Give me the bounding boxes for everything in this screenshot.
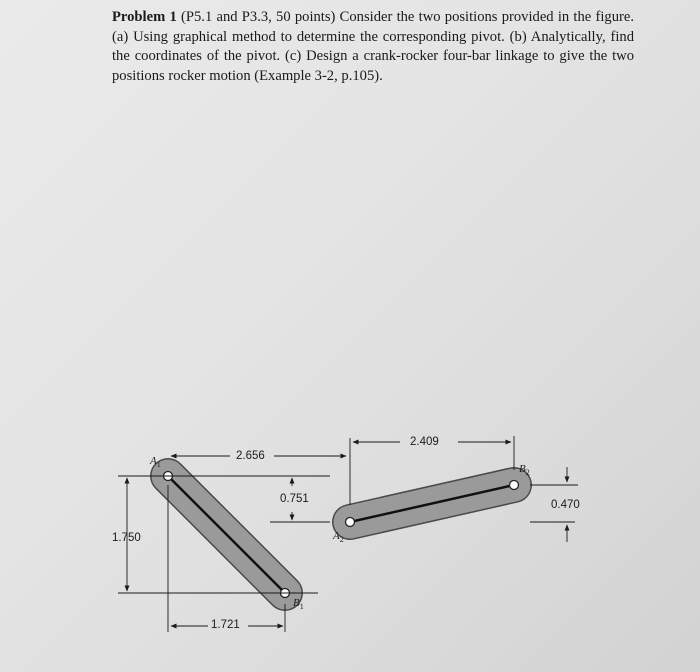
label-a2: $A_2$ [333, 530, 344, 545]
label-b2: $B_2$ [519, 463, 530, 478]
dimension-2656: 2.656 [236, 450, 265, 462]
dimension-2409: 2.409 [410, 436, 439, 448]
label-b1: $B_1$ [293, 597, 304, 612]
link-position-1 [164, 472, 290, 598]
label-a1: $A_1$ [150, 455, 161, 470]
problem-text: (P5.1 and P3.3, 50 points) Consider the two positions provided in the figure. (a) Using graphical method to determine the corresponding pivot. (b) Analytically, find the coordinates of the pivot. (c) Design a crank-rocker four-bar linkage to give the two positions rocker motion (Example 3-2, p.105). [112, 9, 634, 84]
pivot-b2-circle [510, 481, 519, 490]
dimension-1750: 1.750 [112, 532, 141, 544]
dimension-1721: 1.721 [211, 619, 240, 631]
pivot-a2-circle [346, 518, 355, 527]
dimension-0470: 0.470 [551, 499, 580, 511]
dimension-0751: 0.751 [280, 493, 309, 505]
problem-heading: Problem 1 [112, 9, 177, 25]
link-position-2 [346, 481, 519, 527]
